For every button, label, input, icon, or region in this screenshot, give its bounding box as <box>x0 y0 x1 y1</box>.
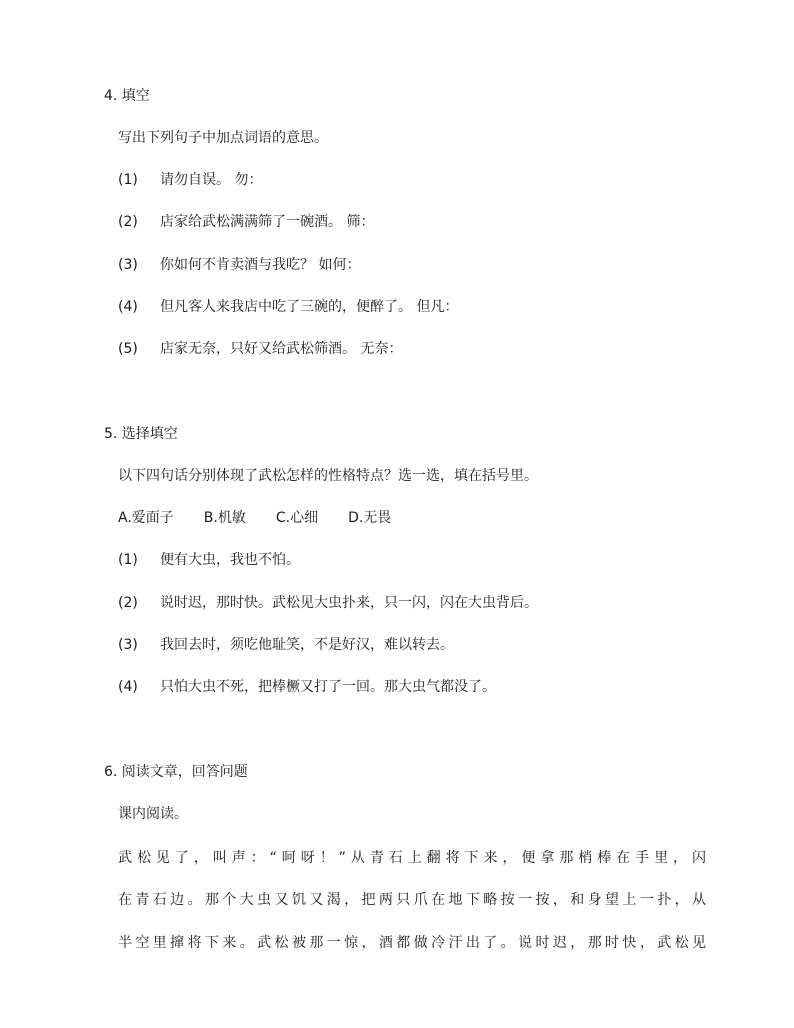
item-text: 店家无奈，只好又给武松筛酒。 无奈： <box>160 341 403 357</box>
option-b: B.机敏 <box>203 510 246 526</box>
item-text: 便有大虫，我也不怕。 <box>160 552 300 568</box>
options-row <box>118 508 421 528</box>
passage-line: 半空里撺将下来。武松被那一惊，酒都做冷汗出了。说时迟，那时快，武松见 <box>118 935 706 951</box>
option-d: D.无畏 <box>348 510 392 526</box>
list-item <box>118 635 454 655</box>
item-number: (1) <box>118 172 138 188</box>
item-number: (1) <box>118 552 138 568</box>
list-item <box>118 297 458 317</box>
item-text: 我回去时，须吃他耻笑，不是好汉，难以转去。 <box>160 637 454 653</box>
passage-line: 在青石边。那个大虫又饥又渴，把两只爪在地下略按一按，和身望上一扑，从 <box>118 892 706 908</box>
list-item <box>118 339 402 359</box>
section-4-instruction: 写出下列句子中加点词语的意思。 <box>118 130 328 146</box>
item-text: 但凡客人来我店中吃了三碗的，便醉了。 但凡： <box>160 299 459 315</box>
list-item <box>118 212 374 232</box>
item-text: 你如何不肯卖酒与我吃？ 如何： <box>160 257 361 273</box>
section-5-instruction: 以下四句话分别体现了武松怎样的性格特点？选一选，填在括号里。 <box>118 468 538 484</box>
item-number: (5) <box>118 341 138 357</box>
list-item <box>118 593 538 613</box>
section-4-title: 4. 填空 <box>104 88 150 104</box>
option-c: C.心细 <box>275 510 319 526</box>
passage-line: 武松见了，叫声：“呵呀！”从青石上翻将下来，便拿那梢棒在手里，闪 <box>118 850 706 866</box>
section-6-title: 6. 阅读文章，回答问题 <box>104 764 248 780</box>
item-number: (2) <box>118 595 138 611</box>
item-number: (3) <box>118 257 138 273</box>
item-number: (4) <box>118 299 138 315</box>
item-text: 说时迟，那时快。武松见大虫扑来，只一闪，闪在大虫背后。 <box>160 595 538 611</box>
section-5-title: 5. 选择填空 <box>104 426 178 442</box>
item-text: 请勿自误。 勿： <box>160 172 263 188</box>
list-item <box>118 677 496 697</box>
item-number: (2) <box>118 214 138 230</box>
item-number: (4) <box>118 679 138 695</box>
section-6-subtitle: 课内阅读。 <box>118 806 188 822</box>
list-item <box>118 170 262 190</box>
option-a: A.爱面子 <box>118 510 174 526</box>
item-text: 只怕大虫不死，把棒橛又打了一回。那大虫气都没了。 <box>160 679 496 695</box>
list-item <box>118 255 360 275</box>
item-text: 店家给武松满满筛了一碗酒。 筛： <box>160 214 375 230</box>
item-number: (3) <box>118 637 138 653</box>
list-item <box>118 550 300 570</box>
